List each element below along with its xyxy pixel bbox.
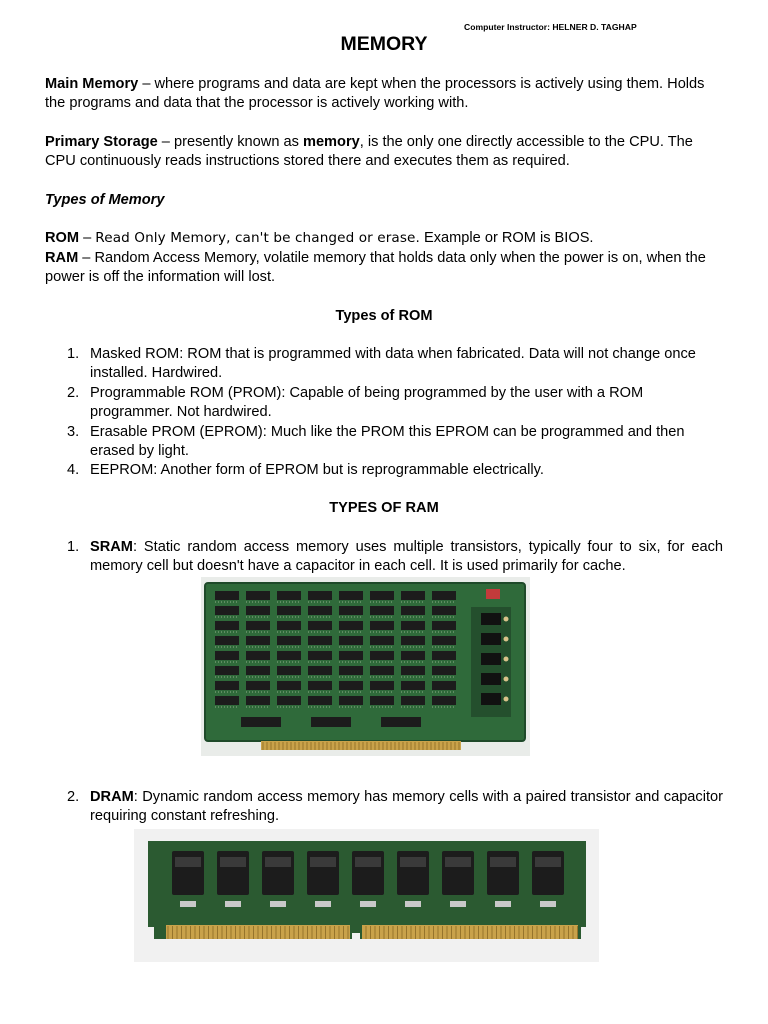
sram-chip (432, 636, 456, 645)
smd-component (315, 901, 331, 907)
list-number: 1. (67, 539, 80, 555)
sram-board-image (201, 577, 530, 756)
sram-chip (308, 606, 332, 615)
sram-board-drawing (201, 577, 530, 756)
dram-text: : Dynamic random access memory has memory cells with a paired transistor and capacitor requiring constant refreshing. (90, 789, 723, 825)
sram-chip (339, 591, 363, 600)
connector-pin-block (481, 613, 501, 625)
dram-chip-label (265, 857, 291, 867)
sram-chip (277, 666, 301, 675)
list-item-text: EEPROM: Another form of EPROM but is reprogrammable electrically. (90, 462, 544, 479)
sram-chip (246, 666, 270, 675)
sram-chip (277, 681, 301, 690)
sram-chip (277, 606, 301, 615)
sram-chip (277, 651, 301, 660)
list-item (45, 384, 723, 423)
sram-chip (308, 636, 332, 645)
main-memory-term: Main Memory (45, 76, 139, 92)
sram-chip (246, 681, 270, 690)
smd-component (405, 901, 421, 907)
sram-chip (246, 591, 270, 600)
sram-chip (432, 696, 456, 705)
jumper (504, 677, 509, 682)
sram-chip (339, 696, 363, 705)
sram-chip (432, 681, 456, 690)
sram-chip (339, 606, 363, 615)
sram-chip (401, 606, 425, 615)
sram-chip (339, 651, 363, 660)
primary-storage-bold-word: memory (302, 134, 360, 150)
list-item (45, 345, 723, 384)
sram-chip (277, 591, 301, 600)
types-of-ram-heading: TYPES OF RAM (329, 500, 439, 516)
sram-chip (401, 621, 425, 630)
sram-chip (370, 621, 394, 630)
sram-text: : Static random access memory uses multiple transistors, typically four to six, for each memory cell but doesn't have a capacitor in each cell. It is used primarily for cache. (90, 539, 723, 575)
connector-pin-block (481, 673, 501, 685)
dram-chip-label (175, 857, 201, 867)
sram-chip (277, 696, 301, 705)
dram-chip-label (355, 857, 381, 867)
rom-example: Example or ROM is BIOS. (419, 230, 594, 246)
sram-chip (370, 591, 394, 600)
sram-chip (339, 636, 363, 645)
sram-chip (215, 651, 239, 660)
sram-chip (246, 606, 270, 615)
smd-component (270, 901, 286, 907)
list-item-text: Programmable ROM (PROM): Capable of being programmed by the user with a ROM programmer. Not hardwired. (90, 384, 644, 421)
sram-chip (401, 591, 425, 600)
list-number: 1. (67, 346, 80, 362)
rom-description: Read Only Memory, can't be changed or erase. (95, 230, 420, 246)
types-of-memory-heading: Types of Memory (45, 192, 165, 208)
sram-chip (339, 621, 363, 630)
sram-chip (215, 636, 239, 645)
dram-term: DRAM (90, 789, 134, 805)
jumper (504, 697, 509, 702)
dram-chip-label (445, 857, 471, 867)
logic-chip (311, 717, 351, 727)
sram-chip (215, 606, 239, 615)
jumper (504, 657, 509, 662)
dram-chip-label (220, 857, 246, 867)
sram-chip (215, 696, 239, 705)
sram-chip (308, 591, 332, 600)
rom-term: ROM (45, 230, 80, 246)
types-of-rom-heading: Types of ROM (335, 308, 433, 324)
sram-chip (215, 666, 239, 675)
ram-term: RAM (45, 250, 79, 266)
sram-chip (215, 681, 239, 690)
dram-module-drawing (134, 829, 599, 962)
rom-definition (45, 229, 723, 248)
sram-chip (370, 651, 394, 660)
list-number: 2. (67, 789, 80, 805)
sram-chip (432, 606, 456, 615)
sram-chip (277, 621, 301, 630)
list-number: 3. (67, 423, 80, 440)
list-item-text: Erasable PROM (EPROM): Much like the PROM this EPROM can be programmed and then erased by light. (90, 423, 685, 460)
primary-storage-term: Primary Storage (45, 134, 158, 150)
sram-chip (308, 651, 332, 660)
smd-component (180, 901, 196, 907)
list-item-sram (45, 538, 723, 577)
sram-term: SRAM (90, 539, 133, 555)
primary-storage-paragraph (45, 133, 723, 172)
list-item-dram (45, 788, 723, 827)
main-memory-paragraph (45, 75, 723, 114)
sram-chip (339, 666, 363, 675)
logic-chip (381, 717, 421, 727)
sram-chip (370, 606, 394, 615)
dram-module-image (134, 829, 599, 962)
sram-chip (432, 621, 456, 630)
instructor-credit: Computer Instructor: HELNER D. TAGHAP (464, 22, 637, 32)
sram-chip (246, 651, 270, 660)
sram-chip (370, 681, 394, 690)
ram-text: – Random Access Memory, volatile memory that holds data only when the power is on, when the power is off the information will lost. (45, 250, 706, 286)
sram-chip (308, 666, 332, 675)
connector-pin-block (481, 653, 501, 665)
sram-chip (215, 591, 239, 600)
list-item (45, 461, 723, 480)
connector-pin-block (481, 693, 501, 705)
primary-storage-text-b: , is the only one directly accessible to the CPU. The CPU continuously reads instructions stored there and executes them as required. (45, 134, 693, 170)
sram-chip (277, 636, 301, 645)
jumper (504, 637, 509, 642)
sram-chip (432, 591, 456, 600)
sram-chip (339, 681, 363, 690)
sram-chip (308, 681, 332, 690)
dram-contacts-right (362, 925, 578, 939)
rom-dash: – (79, 230, 96, 246)
sram-chip (401, 696, 425, 705)
dram-list (45, 788, 723, 827)
list-item-text: Masked ROM: ROM that is programmed with data when fabricated. Data will not change once installed. Hardwired. (90, 346, 696, 382)
jumper (504, 617, 509, 622)
smd-component (225, 901, 241, 907)
main-memory-text: – where programs and data are kept when the processors is actively using them. Holds the programs and data that the processor is actively working with. (45, 76, 705, 112)
sram-chip (370, 696, 394, 705)
sram-chip (246, 621, 270, 630)
dram-chip-label (490, 857, 516, 867)
page-title: MEMORY (340, 33, 428, 55)
dip-switch (486, 589, 500, 599)
smd-component (540, 901, 556, 907)
list-number: 2. (67, 384, 80, 401)
sram-chip (401, 651, 425, 660)
sram-chip (370, 636, 394, 645)
smd-component (495, 901, 511, 907)
sram-chip (308, 696, 332, 705)
list-number: 4. (67, 462, 80, 479)
sram-chip (401, 636, 425, 645)
logic-chip (241, 717, 281, 727)
dram-chip-label (400, 857, 426, 867)
smd-component (360, 901, 376, 907)
sram-chip (246, 696, 270, 705)
sram-chip (432, 666, 456, 675)
ram-definition (45, 249, 723, 288)
sram-chip (246, 636, 270, 645)
sram-chip (432, 651, 456, 660)
dram-chip-label (310, 857, 336, 867)
connector-pin-block (481, 633, 501, 645)
sram-chip (308, 621, 332, 630)
sram-chip (215, 621, 239, 630)
primary-storage-text-a: – presently known as (157, 134, 303, 150)
dram-chip-label (535, 857, 561, 867)
smd-component (450, 901, 466, 907)
sram-list (45, 538, 723, 577)
sram-chip (401, 681, 425, 690)
sram-chip (401, 666, 425, 675)
sram-chip (370, 666, 394, 675)
list-item (45, 423, 723, 462)
rom-types-list (45, 345, 723, 481)
